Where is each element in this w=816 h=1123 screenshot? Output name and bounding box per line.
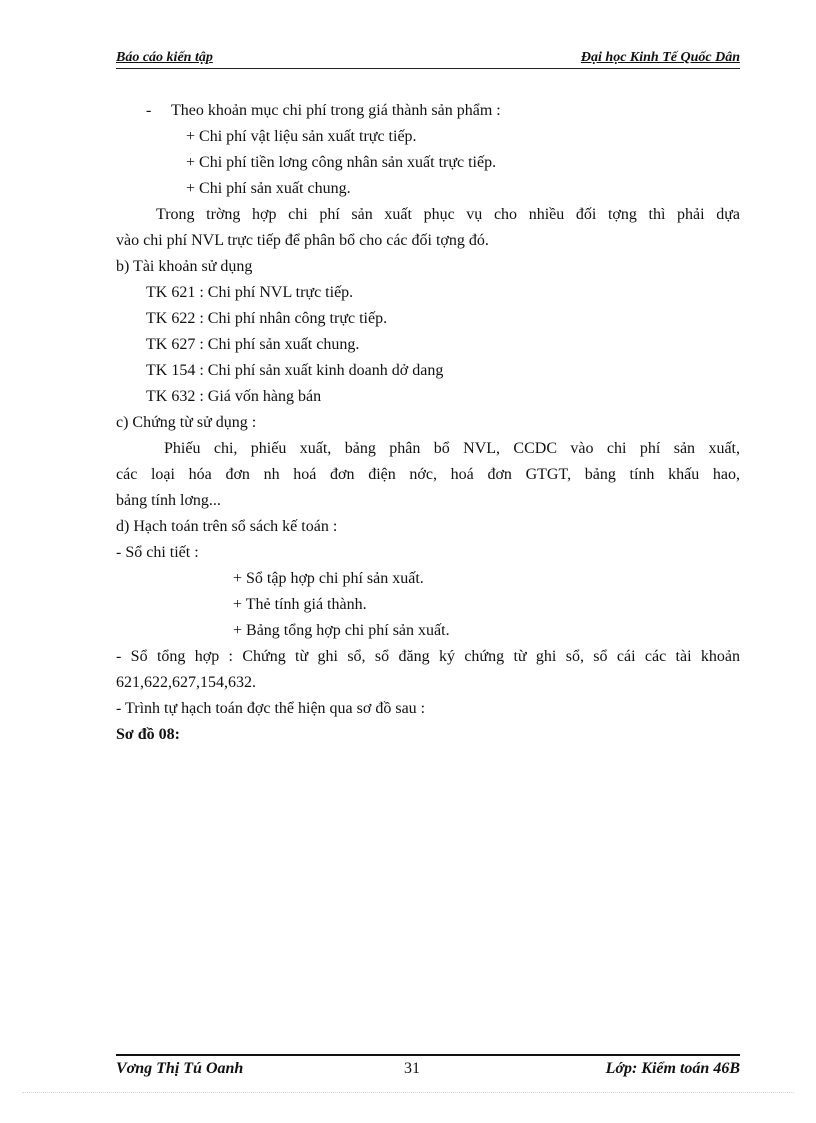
account-item: TK 154 : Chi phí sản xuất kinh doanh dở dang	[146, 362, 444, 379]
paragraph-line: Phiếu chi, phiếu xuất, bảng phân bổ NVL, CCDC vào chi phí sản xuất,	[164, 440, 740, 457]
section-heading: b) Tài khoản sử dụng	[116, 258, 253, 275]
section-heading: c) Chứng từ sử dụng :	[116, 414, 257, 431]
paragraph-line: vào chi phí NVL trực tiếp để phân bổ cho các đối tợng đó.	[116, 232, 489, 249]
section-heading: d) Hạch toán trên sổ sách kế toán :	[116, 518, 338, 535]
header-left: Báo cáo kiến tập	[116, 50, 213, 65]
page-header	[116, 50, 740, 69]
header-right: Đại học Kinh Tế Quốc Dân	[580, 50, 740, 65]
bullet-dash: -	[146, 102, 152, 119]
account-item: TK 627 : Chi phí sản xuất chung.	[146, 336, 360, 353]
diagram-caption: Sơ đồ 08:	[116, 726, 180, 743]
page-footer	[116, 1060, 740, 1082]
list-item: + Chi phí vật liệu sản xuất trực tiếp.	[186, 128, 417, 145]
paragraph-line: 621,622,627,154,632.	[116, 674, 256, 691]
paragraph-line: bảng tính lơng...	[116, 492, 221, 509]
account-item: TK 622 : Chi phí nhân công trực tiếp.	[146, 310, 388, 327]
list-item: + Chi phí sản xuất chung.	[186, 180, 351, 197]
paragraph-line: các loại hóa đơn nh hoá đơn điện nớc, hoá đơn GTGT, bảng tính khấu hao,	[116, 466, 740, 483]
body-text: Theo khoản mục chi phí trong giá thành sản phẩm :	[171, 102, 501, 119]
footer-class: Lớp: Kiểm toán 46B	[605, 1060, 740, 1077]
bullet-line	[116, 98, 740, 124]
footer-author: Vơng Thị Tú Oanh	[116, 1060, 244, 1077]
paragraph-line: - Sổ tổng hợp : Chứng từ ghi sổ, sổ đăng ký chứng từ ghi sổ, sổ cái các tài khoản	[116, 648, 740, 665]
paragraph-line: Trong trờng hợp chi phí sản xuất phục vụ cho nhiều đối tợng thì phải dựa	[156, 206, 740, 223]
list-item: - Sổ chi tiết :	[116, 544, 199, 561]
page-body	[116, 98, 740, 748]
list-item: + Bảng tổng hợp chi phí sản xuất.	[233, 622, 450, 639]
list-item: + Thẻ tính giá thành.	[233, 596, 367, 613]
page-edge-divider	[22, 1092, 794, 1093]
account-item: TK 621 : Chi phí NVL trực tiếp.	[146, 284, 354, 301]
account-item: TK 632 : Giá vốn hàng bán	[146, 388, 322, 405]
page-number: 31	[404, 1060, 420, 1077]
list-item: + Sổ tập hợp chi phí sản xuất.	[233, 570, 424, 587]
list-item: + Chi phí tiền lơng công nhân sản xuất trực tiếp.	[186, 154, 497, 171]
footer-divider	[116, 1054, 740, 1056]
paragraph-line: - Trình tự hạch toán đợc thể hiện qua sơ đồ sau :	[116, 700, 426, 717]
